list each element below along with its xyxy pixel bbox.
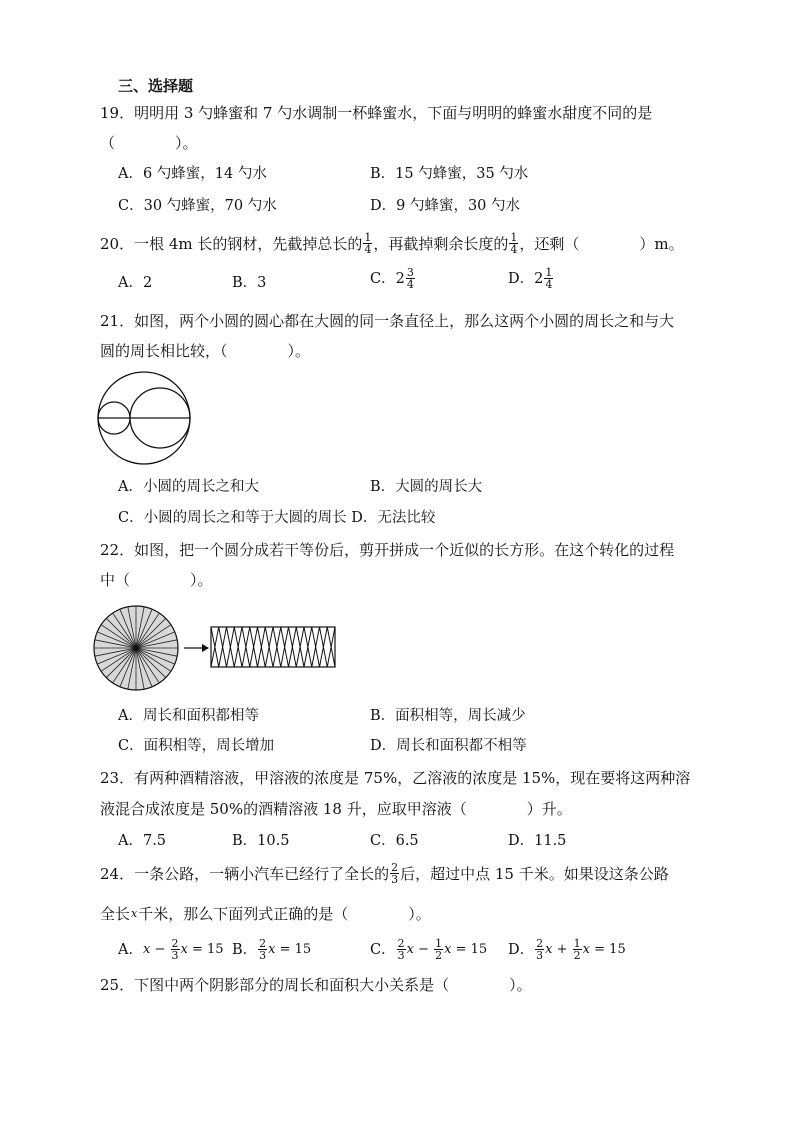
q21-option-b[interactable]: B．大圆的周长大 <box>370 479 483 495</box>
q20-option-d[interactable]: D． 2 $\frac{1}{4}$ <box>508 266 553 291</box>
q19-line2: （ ）。 <box>100 134 198 152</box>
q21-option-a[interactable]: A．小圆的周长之和大 <box>118 479 259 495</box>
q20-option-b[interactable]: B．3 <box>232 275 267 291</box>
q23-line1: 23．有两种酒精溶液，甲溶液的浓度是 75%，乙溶液的浓度是 15%，现在要将这两种溶 <box>100 769 691 787</box>
q24-option-a[interactable]: A． x − $\frac{2}{3}$ x = 15 <box>118 937 224 962</box>
q21-line2: 圆的周长相比较，（ ）。 <box>100 342 311 360</box>
zigzag-sectors-alt <box>211 627 335 667</box>
q24-variable-x: x <box>131 907 138 920</box>
zigzag-sectors <box>211 627 335 667</box>
circle-sectors <box>94 606 178 690</box>
q23-option-a[interactable]: A．7.5 <box>118 833 167 849</box>
rectangle-sectors <box>211 627 335 667</box>
q24-option-d[interactable]: D． $\frac{2}{3}$ x + $\frac{1}{2}$ x = 15 <box>508 937 626 962</box>
q24-line1 <box>100 862 669 885</box>
q22-option-b[interactable]: B．面积相等，周长减少 <box>370 708 526 724</box>
q22-line2: 中（ ）。 <box>100 571 213 589</box>
q23-line2: 液混合成浓度是 50%的酒精溶液 18 升，应取甲溶液（ ）升。 <box>100 800 572 818</box>
q24-fraction: $\frac{2}{3}$ <box>391 861 399 886</box>
approx-rectangle <box>211 627 335 667</box>
q21-line1: 21．如图，两个小圆的圆心都在大圆的同一条直径上，那么这两个小圆的周长之和与大 <box>100 312 675 330</box>
q24-option-b[interactable]: B． $\frac{2}{3}$ x = 15 <box>232 937 312 962</box>
q21-option-c-d[interactable]: C．小圆的周长之和等于大圆的周长 D．无法比较 <box>118 510 436 526</box>
q19-option-c[interactable]: C．30 勺蜂蜜，70 勺水 <box>118 198 277 214</box>
q20-fraction-2: $\frac{1}{4}$ <box>510 231 518 256</box>
q20-option-c[interactable]: C． 2 $\frac{3}{4}$ <box>370 266 414 291</box>
q20-option-a[interactable]: A．2 <box>118 275 153 291</box>
q19-option-b[interactable]: B．15 勺蜂蜜，35 勺水 <box>370 166 529 182</box>
q19-line1: 19．明明用 3 勺蜂蜜和 7 勺水调制一杯蜂蜜水，下面与明明的蜂蜜水甜度不同的是 <box>100 104 653 122</box>
q22-circle-to-rectangle-figure <box>92 602 342 694</box>
q20-text-mid: ，再截掉剩余长度的 <box>373 234 509 253</box>
q22-line1: 22．如图，把一个圆分成若干等份后，剪开拼成一个近似的长方形。在这个转化的过程 <box>100 541 675 559</box>
q25-line1: 25．下图中两个阴影部分的周长和面积大小关系是（ ）。 <box>100 976 532 994</box>
q20-text-pre: 20．一根 4m 长的钢材，先截掉总长的 <box>100 234 363 253</box>
circle-center <box>134 646 139 651</box>
q19-option-d[interactable]: D．9 勺蜂蜜，30 勺水 <box>370 198 521 214</box>
q19-option-a[interactable]: A．6 勺蜂蜜，14 勺水 <box>118 166 267 182</box>
q21-circles-figure <box>94 372 204 466</box>
q22-option-d[interactable]: D．周长和面积都不相等 <box>370 738 527 754</box>
q22-option-a[interactable]: A．周长和面积都相等 <box>118 708 259 724</box>
arrow-head <box>202 644 209 652</box>
q23-option-d[interactable]: D．11.5 <box>508 833 567 849</box>
q20-fraction-1: $\frac{1}{4}$ <box>364 231 372 256</box>
q24-line2: 全长 x 千米，那么下面列式正确的是（ ）。 <box>100 905 431 923</box>
q23-option-b[interactable]: B．10.5 <box>232 833 290 849</box>
q23-option-c[interactable]: C．6.5 <box>370 833 419 849</box>
q24-text-post: 后，超过中点 15 千米。如果设这条公路 <box>400 864 669 883</box>
q24-text-pre: 24．一条公路，一辆小汽车已经行了全长的 <box>100 864 390 883</box>
q20-line1 <box>100 232 684 255</box>
q24-option-c[interactable]: C． $\frac{2}{3}$ x − $\frac{1}{2}$ x = 15 <box>370 937 488 962</box>
q22-option-c[interactable]: C．面积相等，周长增加 <box>118 738 275 754</box>
q20-text-post: ，还剩（ ）m。 <box>519 234 684 253</box>
section-title: 三、选择题 <box>118 77 194 95</box>
